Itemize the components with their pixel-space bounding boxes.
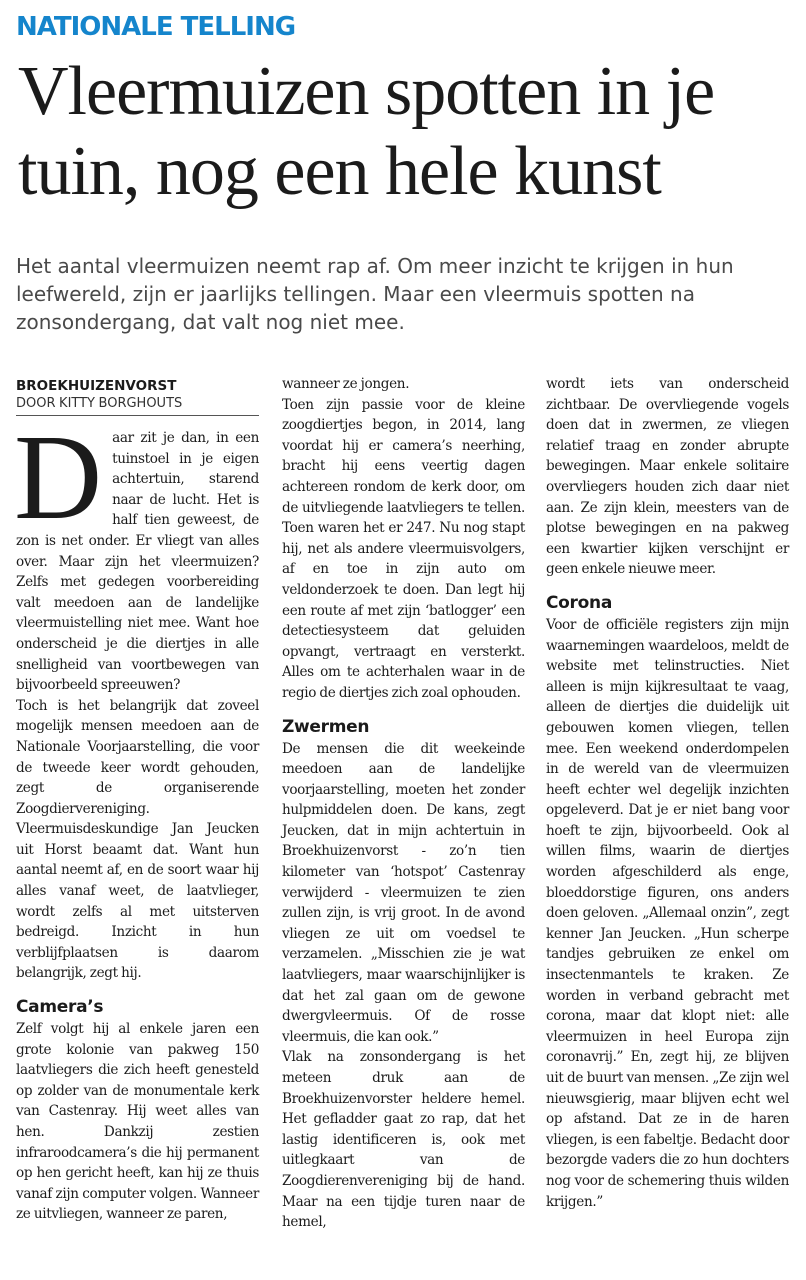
paragraph <box>14 410 259 696</box>
paragraph: De mensen die dit weekeinde meedoen aan de landelijke voorjaarstelling, moeten het zonder hulpmiddelen doen. De kans, zegt Jeucken, dat in mijn achtertuin in Broekhuizenvorst - zo’n tien kilometer van ‘hotspot’ Castenray verwijderd - vleermuizen te zien zullen zijn, is vrij groot. In de avond vliegen ze uit om voedsel te verzamelen. „Misschien zie je wat laatvliegers, maar waarschijnlijker is dat het zal gaan om de gewone dwergvleermuis. Of de rosse vleermuis, die kan ook.” <box>282 740 525 1045</box>
article-column-3 <box>546 374 789 1212</box>
paragraph-text: aar zit je dan, in een tuinstoel in je eigen achtertuin, starend naar de lucht. Het is half tien geweest, de zon is net onder. Er vliegt van alles over. Maar zijn het vleermuizen? Zelfs met gedegen voorbereiding valt meedoen aan de landelijke vleermuistelling niet mee. Want hoe onderscheid je die diertjes in alle snelligheid van voortbewegen van bijvoorbeeld spreeuwen? <box>16 430 259 694</box>
paragraph: Vlak na zonsondergang is het meteen druk aan de Broekhuizenvorster heldere hemel. Het gefladder gaat zo rap, dat het lastig identificeren is, ook met uitlegkaart van de Zoogdierenvereniging bij de hand. Maar na een tijdje turen naar de hemel, <box>282 1049 525 1231</box>
paragraph: wordt iets van onderscheid zichtbaar. De overvliegende vogels doen dat in zwermen, ze vliegen relatief traag en zonder abrupte bewegingen. Maar enkele solitaire overvliegers houden zich daar niet aan. Ze zijn klein, meesters van de plotse bewegingen en na pakweg een kwartier kijken verschijnt er geen enkele nieuwe meer. <box>546 376 789 578</box>
article-column-1 <box>16 378 259 1225</box>
subheading-cameras: Camera’s <box>16 997 104 1018</box>
article-headline: Vleermuizen spotten in je tuin, nog een hele kunst <box>18 53 715 210</box>
paragraph: Toch is het belangrijk dat zoveel mogelijk mensen meedoen aan de Nationale Voorjaarstelling, die voor de tweede keer wordt gehouden, zegt de organiserende Zoogdiervereniging. Vleermuisdeskundige Jan Jeucken uit Horst beaamt dat. Want hun aantal neemt af, en de soort waar hij alles vanaf weet, de laatvlieger, wordt zelfs al met uitsterven bedreigd. Inzicht in hun verblijfplaatsen is daarom belangrijk, zegt hij. <box>16 697 259 982</box>
drop-cap: D <box>14 410 103 545</box>
paragraph: Toen zijn passie voor de kleine zoogdiertjes begon, in 2014, lang voordat hij er camera’s neerhing, bracht hij eens veertig dagen achtereen rondom de kerk door, om de uitvliegende laatvliegers te tellen. Toen waren het er 247. Nu nog stapt hij, net als andere vleermuisvolgers, af en toe in zijn auto om veldonderzoek te doen. Dan legt hij een route af met zijn ‘batlogger’ een detectiesysteem dat geluiden opvangt, vertraagt en versterkt. Alles om te achterhalen waar in de regio de diertjes zich zoal ophouden. <box>282 396 525 701</box>
paragraph: Zelf volgt hij al enkele jaren een grote kolonie van pakweg 150 laatvliegers die zich heeft genesteld op zolder van de monumentale kerk van Castenray. Hij weet alles van hen. Dankzij zestien infraroodcamera’s die hij permanent op hen gericht heeft, kan hij ze thuis vanaf zijn computer volgen. Wanneer ze uitvliegen, wanneer ze paren, <box>16 1021 259 1223</box>
section-kicker: NATIONALE TELLING <box>16 12 296 42</box>
subheading-corona: Corona <box>546 592 612 613</box>
article-column-2 <box>282 374 525 1233</box>
article-intro: Het aantal vleermuizen neemt rap af. Om meer inzicht te krijgen in hun leefwereld, zijn er jaarlijks tellingen. Maar een vleermuis spotten na zonsondergang, dat valt nog niet mee. <box>16 254 734 334</box>
byline: DOOR KITTY BORGHOUTS <box>16 395 259 416</box>
dateline: BROEKHUIZENVORST <box>16 378 177 394</box>
paragraph: Voor de officiële registers zijn mijn waarnemingen waardeloos, meldt de website met telinstructies. Niet alleen is mijn kijkresultaat te vaag, alleen de diertjes die duidelijk uit gebouwen komen vliegen, tellen mee. Een weekend onderdompelen in de wereld van de vleermuizen heeft echter wel degelijk inzichten opgeleverd. Dat je er niet bang voor hoeft te zijn, bijvoorbeeld. Ook al willen films, waarin de diertjes worden afgeschilderd als enge, bloeddorstige figuren, ons anders doen geloven. „Allemaal onzin”, zegt kenner Jan Jeucken. „Hun scherpe tandjes gebruiken ze enkel om insectenmantels te kraken. Ze worden in verband gebracht met corona, maar dat klopt niet: alle vleermuizen in heel Europa zijn coronavrij.” En, zegt hij, ze blijven uit de buurt van mensen. „Ze zijn wel nieuwsgierig, maar blijven echt wel op afstand. Dat ze in de haren vliegen, is een fabeltje. Bedacht door bezorgde vaders die zo hun dochters nog voor de schemering thuis wilden krijgen.” <box>546 616 789 1210</box>
subheading-zwermen: Zwermen <box>282 716 370 737</box>
paragraph: wanneer ze jongen. <box>282 376 410 392</box>
